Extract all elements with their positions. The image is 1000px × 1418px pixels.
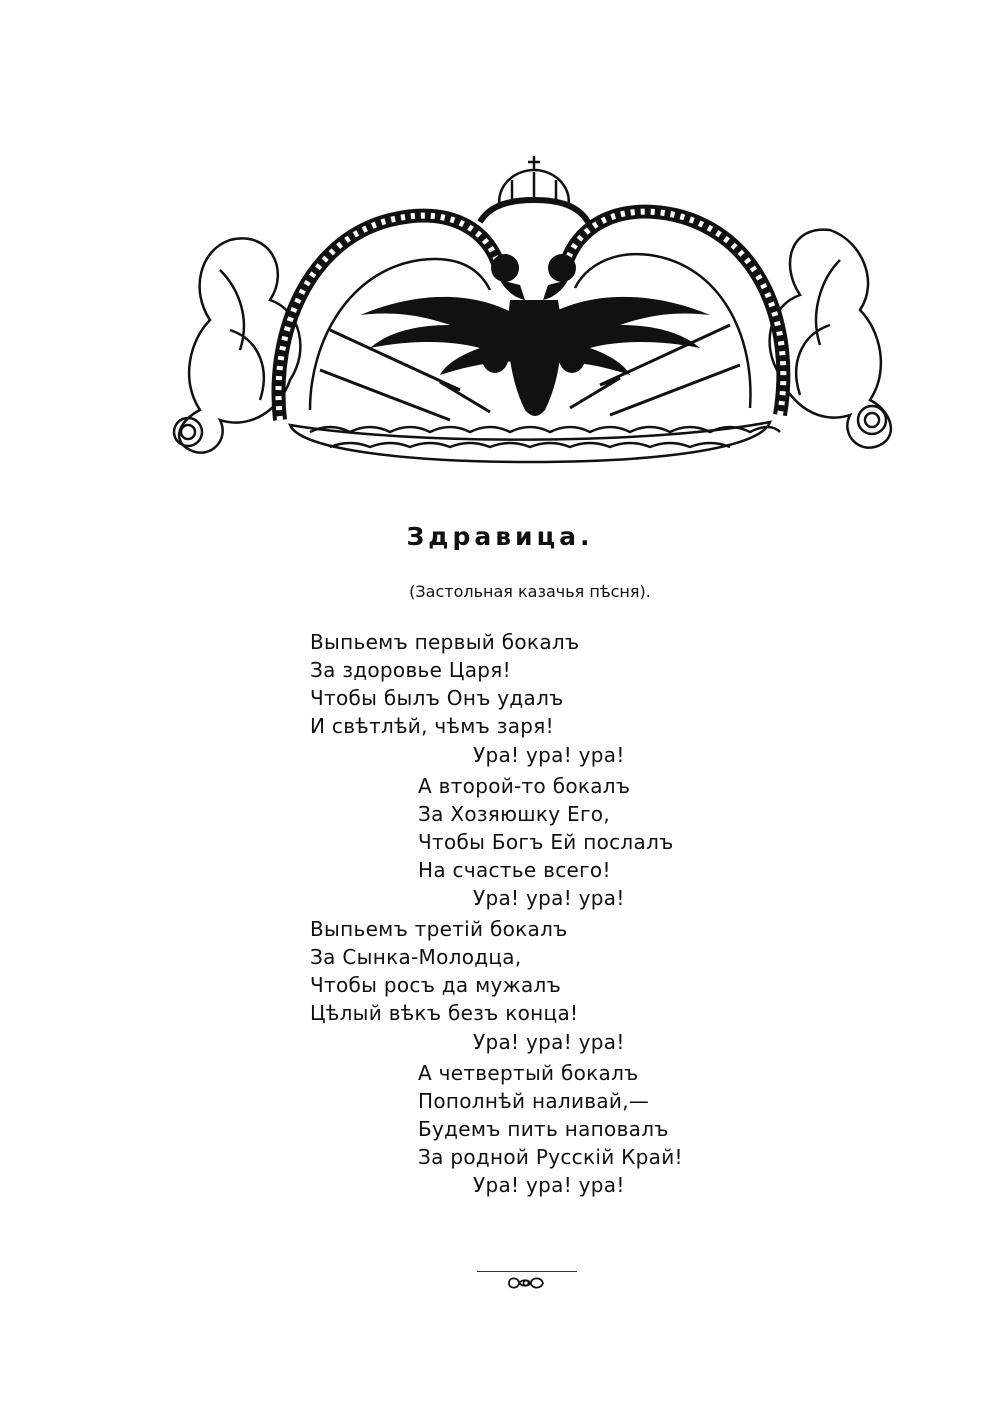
verse-line: Цѣлый вѣкъ безъ конца! bbox=[310, 1001, 579, 1025]
verse-line: За Хозяюшку Его, bbox=[418, 802, 610, 826]
verse-line: А четвертый бокалъ bbox=[418, 1061, 639, 1085]
verse-line: На счастье всего! bbox=[418, 858, 611, 882]
refrain-line: Ура! ура! ура! bbox=[473, 1030, 625, 1054]
poem-title: Здравица. bbox=[406, 522, 594, 551]
verse-line: Чтобы росъ да мужалъ bbox=[310, 973, 562, 997]
eagle-right-head bbox=[548, 254, 576, 282]
refrain-line: Ура! ура! ура! bbox=[473, 1173, 625, 1197]
verse-line: Чтобы Богъ Ей послалъ bbox=[418, 830, 674, 854]
verse-line: А второй-то бокалъ bbox=[418, 774, 631, 798]
refrain-line: Ура! ура! ура! bbox=[473, 743, 625, 767]
verse-line: За родной Русскій Край! bbox=[418, 1145, 683, 1169]
refrain-line: Ура! ура! ура! bbox=[473, 886, 625, 910]
eagle-left-head bbox=[491, 254, 519, 282]
right-ribbon bbox=[770, 230, 891, 448]
eagle-crest-vignette bbox=[160, 150, 900, 470]
verse-line: Пополнѣй наливай,— bbox=[418, 1089, 650, 1113]
verse-line: И свѣтлѣй, чѣмъ заря! bbox=[310, 714, 554, 738]
fleuron-icon bbox=[505, 1273, 547, 1293]
eagle-body bbox=[508, 300, 561, 416]
end-rule bbox=[477, 1271, 577, 1272]
verse-line: За здоровье Царя! bbox=[310, 658, 511, 682]
verse-line: Выпьемъ первый бокалъ bbox=[310, 630, 580, 654]
verse-line: Выпьемъ третій бокалъ bbox=[310, 917, 568, 941]
verse-line: Чтобы былъ Онъ удалъ bbox=[310, 686, 564, 710]
poem-subtitle: (Застольная казачья пѣсня). bbox=[409, 582, 651, 601]
verse-line: За Сынка-Молодца, bbox=[310, 945, 522, 969]
verse-line: Будемъ пить наповалъ bbox=[418, 1117, 669, 1141]
